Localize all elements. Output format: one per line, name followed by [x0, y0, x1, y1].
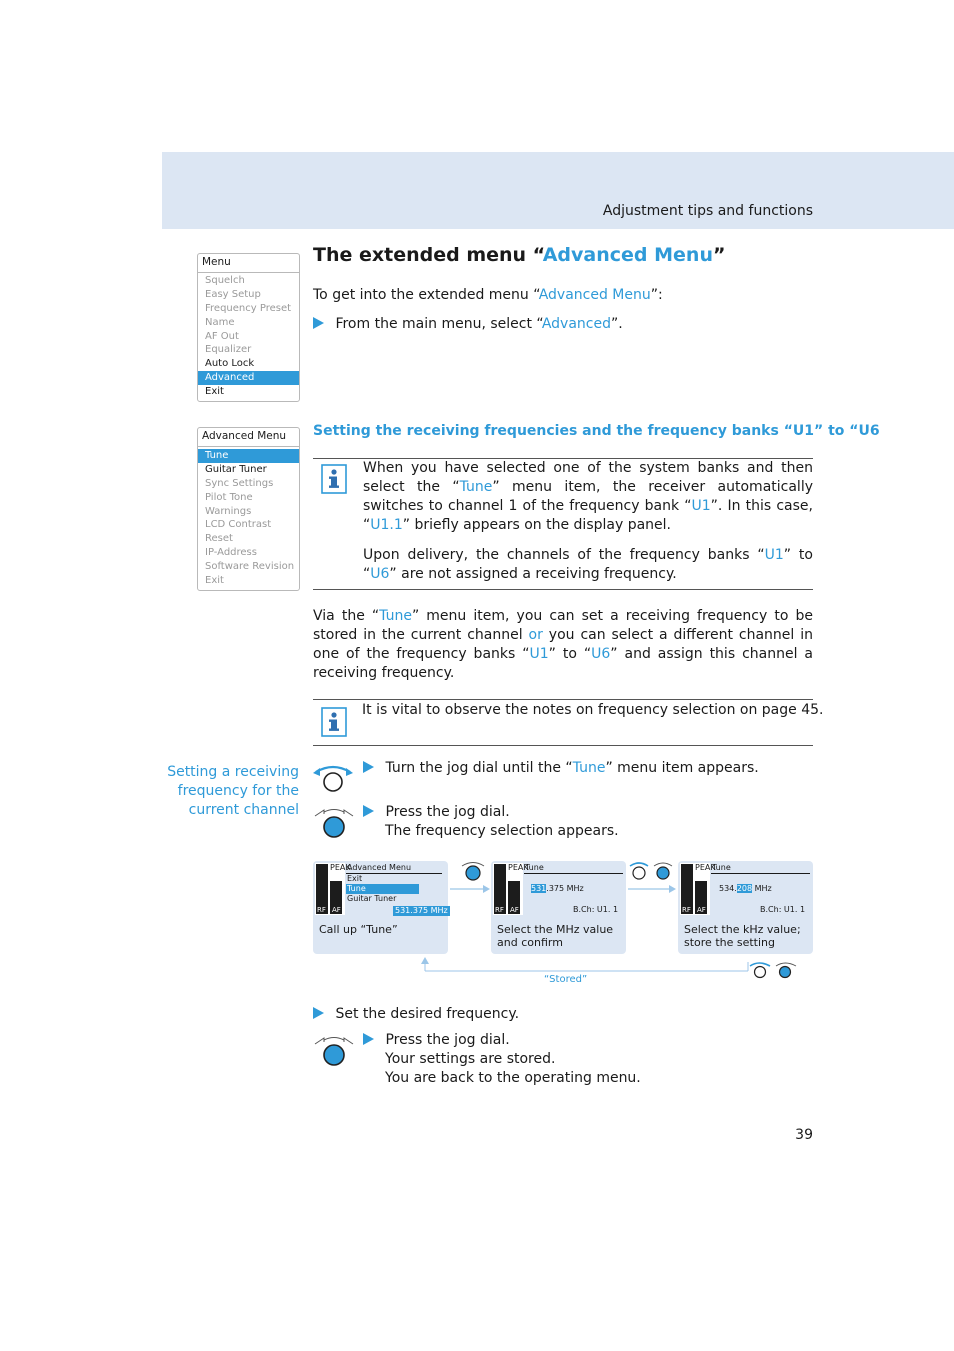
main-menu-item: Auto Lock — [205, 358, 255, 370]
advanced-menu-item: Pilot Tone — [205, 491, 253, 503]
step-arrow-icon — [363, 1033, 374, 1045]
step-result: You are back to the operating menu. — [385, 1070, 641, 1086]
main-menu-item: Exit — [205, 386, 224, 398]
panel-caption: Select the kHz value; store the setting — [684, 923, 801, 949]
main-menu-item: Name — [205, 316, 235, 328]
step-turn-jog-dial: Turn the jog dial until the “Tune” menu item appears. — [363, 759, 759, 778]
main-menu-list — [198, 273, 299, 401]
advanced-menu-item: Warnings — [205, 505, 252, 517]
main-menu-title: Menu — [198, 254, 299, 273]
advanced-menu-title: Advanced Menu — [198, 428, 299, 447]
page-title: The extended menu “Advanced Menu” — [313, 244, 726, 266]
main-menu-item: Advanced — [198, 371, 299, 385]
note-2-text: It is vital to observe the notes on frequency selection on page 45. — [362, 702, 824, 718]
note-1-paragraph-1: When you have selected one of the system banks and then select the “Tune” menu item, the receiver automatically switches to channel 1 of the frequency bank “U1”. In this case, “U1.1” briefly appears on the display panel. — [363, 460, 813, 533]
flow-arrow-icon — [628, 884, 676, 894]
running-header: Adjustment tips and functions — [602, 203, 813, 219]
page-number: 39 — [795, 1127, 813, 1143]
step-result: Your settings are stored. — [385, 1051, 556, 1067]
main-menu-item: Squelch — [205, 275, 245, 286]
main-menu-display — [197, 253, 300, 402]
step-arrow-icon — [363, 805, 374, 817]
step-arrow-icon — [313, 317, 324, 329]
advanced-menu-display — [197, 427, 300, 591]
advanced-menu-list — [198, 447, 299, 590]
advanced-menu-item: Tune — [198, 449, 299, 463]
intro-text: To get into the extended menu “Advanced Menu”: — [313, 287, 663, 303]
main-menu-item: AF Out — [205, 330, 239, 342]
step-press-jog-dial: Press the jog dial. — [363, 803, 510, 822]
side-heading: Setting a receiving frequency for the current channel — [167, 764, 299, 818]
info-icon — [321, 464, 347, 494]
flow-arrow-icon — [450, 884, 490, 894]
screen-panel-select-mhz: PEAK RF AF Tune 531.375 MHz B.Ch: U1. 1 Select the MHz value and confirm — [491, 861, 626, 954]
panel-caption: Call up “Tune” — [319, 923, 398, 936]
advanced-menu-item: IP-Address — [205, 547, 257, 559]
stored-label: “Stored” — [544, 974, 588, 985]
note-2-rule-bottom — [313, 745, 813, 746]
step-result: The frequency selection appears. — [385, 823, 619, 839]
note-rule-bottom — [313, 589, 813, 590]
stored-return-line — [418, 956, 750, 976]
note-1-paragraph-2: Upon delivery, the channels of the frequency banks “U1” to “U6” are not assigned a receiving frequency. — [363, 547, 813, 582]
panel-caption: Select the MHz value and confirm — [497, 923, 614, 949]
advanced-menu-item: Reset — [205, 533, 233, 545]
main-menu-item: Easy Setup — [205, 288, 261, 300]
intro-step: From the main menu, select “Advanced”. — [313, 315, 623, 334]
jog-dial-turn-press-icon — [628, 860, 674, 882]
jog-dial-turn-press-icon — [748, 960, 800, 982]
step-arrow-icon — [313, 1007, 324, 1019]
main-menu-item: Frequency Preset — [205, 302, 292, 314]
advanced-menu-item: LCD Contrast — [205, 519, 272, 531]
advanced-menu-item: Sync Settings — [205, 477, 274, 489]
tune-paragraph: Via the “Tune” menu item, you can set a receiving frequency to be stored in the current channel or you can select a different channel in one of the frequency banks “U1” to “U6” and assign this channel a receiving frequency. — [313, 608, 813, 681]
main-menu-item: Equalizer — [205, 344, 252, 356]
screen-panel-call-up-tune: PEAK RF AF Advanced Menu Exit Tune Guitar Tuner 531.375 MHz Call up “Tune” — [313, 861, 448, 954]
info-icon — [321, 707, 347, 737]
jog-dial-press-icon — [459, 860, 487, 882]
advanced-menu-item: Software Revision — [205, 561, 295, 573]
section-heading: Setting the receiving frequencies and the frequency banks “U1” to “U6 — [313, 423, 880, 439]
step-set-frequency: Set the desired frequency. — [313, 1005, 519, 1024]
jog-dial-press-icon — [312, 806, 356, 840]
jog-dial-press-icon — [312, 1034, 356, 1068]
advanced-menu-item: Exit — [205, 575, 224, 587]
step-press-jog-dial-store: Press the jog dial. — [363, 1031, 510, 1050]
header-band — [162, 152, 954, 229]
jog-dial-turn-icon — [312, 762, 354, 794]
screen-panel-select-khz: PEAK RF AF Tune 534.208 MHz B.Ch: U1. 1 Select the kHz value; store the setting — [678, 861, 813, 954]
step-arrow-icon — [363, 761, 374, 773]
note-2-rule-top — [313, 699, 813, 700]
advanced-menu-item: Guitar Tuner — [205, 463, 267, 475]
